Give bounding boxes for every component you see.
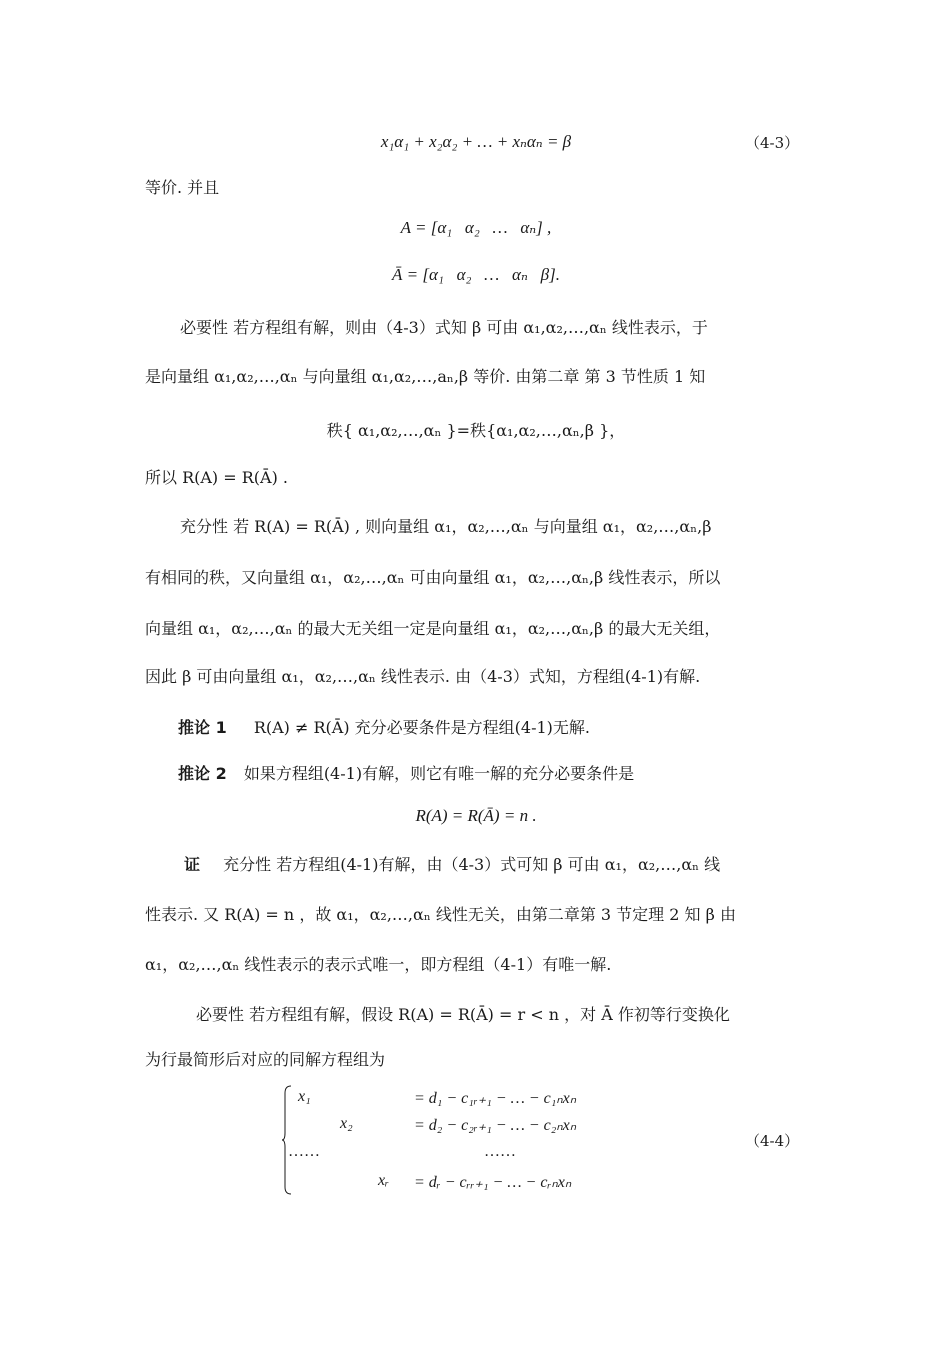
system-row-1-rhs: = d₁ − c₁ᵣ₊₁ − … − c₁ₙxₙ	[414, 1090, 577, 1107]
system-row-1-lhs: x₁	[298, 1088, 311, 1105]
corollary-1-text: R(A) ≠ R(Ā) 充分必要条件是方程组(4-1)无解.	[253, 718, 590, 737]
system-row-3-lhs: ……	[288, 1143, 320, 1160]
proof-label: 证	[184, 855, 201, 874]
corollary-2	[178, 764, 843, 784]
proof-paragraph-line-2: 性表示. 又 R(A) = n ，故 α₁，α₂,…,αₙ 线性无关，由第二章第 3 节定理 2 知 β 由	[145, 905, 736, 924]
text-equivalent: 等价. 并且	[145, 178, 220, 197]
proof-line-1-text: 充分性 若方程组(4-1)有解，由（4-3）式可知 β 可由 α₁，α₂,…,αₙ 线	[223, 855, 721, 874]
equation-matrix-a: A = [α₁ α₂ … αₙ] ,	[400, 218, 552, 237]
corollary-2-text: 如果方程组(4-1)有解，则它有唯一解的充分必要条件是	[243, 764, 635, 783]
system-row-2-rhs: = d₂ − c₂ᵣ₊₁ − … − c₂ₙxₙ	[414, 1117, 577, 1134]
necessity-2-paragraph-line-2: 为行最简形后对应的同解方程组为	[145, 1050, 386, 1069]
corollary-1	[178, 718, 843, 738]
equation-number-4-4: （4-4）	[745, 1132, 800, 1150]
equation-number-4-3: （4-3）	[745, 134, 800, 152]
corollary-2-label: 推论 2	[178, 764, 227, 783]
necessity-paragraph-line-1: 必要性 若方程组有解，则由（4-3）式知 β 可由 α₁,α₂,…,αₙ 线性表示，于	[180, 318, 708, 337]
equation-4-3: x₁α₁ + x₂α₂ + … + xₙαₙ = β	[380, 132, 572, 151]
system-row-4-lhs: xᵣ	[378, 1172, 390, 1189]
system-row-2-lhs: x₂	[340, 1115, 353, 1132]
equation-rank-n: R(A) = R(Ā) = n .	[415, 806, 537, 825]
corollary-1-label: 推论 1	[178, 718, 227, 737]
equation-rank-equal: 秩{ α₁,α₂,…,αₙ }=秩{α₁,α₂,…,αₙ,β }，	[326, 421, 626, 440]
system-row-3-rhs: ……	[484, 1143, 516, 1160]
proof-paragraph-line-1	[184, 855, 849, 875]
sufficiency-paragraph-line-1: 充分性 若 R(A) = R(Ā) , 则向量组 α₁，α₂,…,αₙ 与向量组 α₁，α₂,…,αₙ,β	[180, 517, 712, 536]
necessity-paragraph-line-2: 是向量组 α₁,α₂,…,αₙ 与向量组 α₁,α₂,…,aₙ,β 等价. 由第二章 第 3 节性质 1 知	[145, 367, 706, 386]
sufficiency-paragraph-line-2: 有相同的秩，又向量组 α₁，α₂,…,αₙ 可由向量组 α₁，α₂,…,αₙ,β 线性表示，所以	[145, 568, 721, 587]
equation-augmented-matrix: Ā = [α₁ α₂ … αₙ β].	[392, 265, 560, 284]
sufficiency-paragraph-line-4: 因此 β 可由向量组 α₁，α₂,…,αₙ 线性表示. 由（4-3）式知，方程组(4-1)有解.	[145, 667, 701, 686]
proof-paragraph-line-3: α₁，α₂,…,αₙ 线性表示的表示式唯一，即方程组（4-1）有唯一解.	[145, 955, 612, 974]
necessity-2-paragraph-line-1: 必要性 若方程组有解，假设 R(A) = R(Ā) = r < n ，对 Ā 作初等行变换化	[196, 1005, 730, 1024]
system-row-4-rhs: = dᵣ − cᵣᵣ₊₁ − … − cᵣₙxₙ	[414, 1174, 572, 1191]
sufficiency-paragraph-line-3: 向量组 α₁，α₂,…,αₙ 的最大无关组一定是向量组 α₁，α₂,…,αₙ,β 的最大无关组，	[145, 619, 721, 638]
necessity-paragraph-line-4: 所以 R(A) = R(Ā) .	[145, 468, 289, 487]
system-brace-icon	[282, 1085, 292, 1195]
